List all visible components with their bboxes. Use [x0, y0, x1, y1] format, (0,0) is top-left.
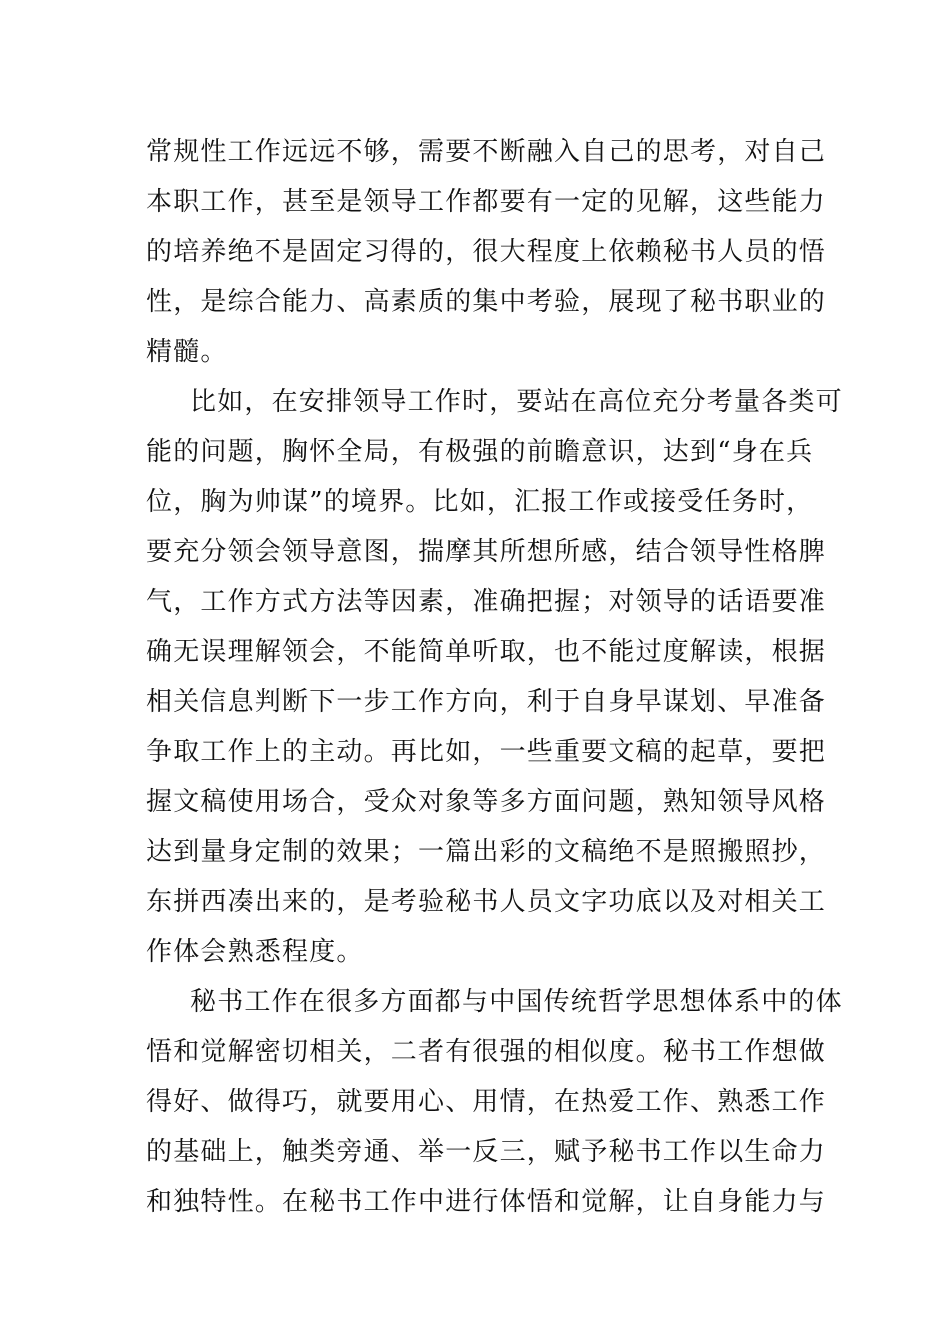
paragraph-2-line-5: 气，工作方式方法等因素，准确把握；对领导的话语要准	[146, 587, 827, 617]
paragraph-2-line-2: 能的问题，胸怀全局，有极强的前瞻意识，达到“身在兵	[146, 437, 814, 467]
paragraph-2-line-10: 达到量身定制的效果；一篇出彩的文稿绝不是照搬照抄，	[146, 837, 827, 867]
paragraph-3-line-1: 秘书工作在很多方面都与中国传统哲学思想体系中的体	[190, 987, 843, 1017]
paragraph-2-line-12: 作体会熟悉程度。	[146, 937, 364, 967]
paragraph-2-line-11: 东拼西凑出来的，是考验秘书人员文字功底以及对相关工	[146, 887, 827, 917]
paragraph-3-line-5: 和独特性。在秘书工作中进行体悟和觉解，让自身能力与	[146, 1187, 827, 1217]
paragraph-2-line-4: 要充分领会领导意图，揣摩其所想所感，结合领导性格脾	[146, 537, 827, 567]
paragraph-1-line-1: 常规性工作远远不够，需要不断融入自己的思考，对自己	[146, 137, 827, 167]
paragraph-2-line-9: 握文稿使用场合，受众对象等多方面问题，熟知领导风格	[146, 787, 827, 817]
paragraph-3-line-3: 得好、做得巧，就要用心、用情，在热爱工作、熟悉工作	[146, 1087, 827, 1117]
paragraph-1-line-5: 精髓。	[146, 337, 228, 367]
paragraph-1-line-2: 本职工作，甚至是领导工作都要有一定的见解，这些能力	[146, 187, 827, 217]
paragraph-2-line-8: 争取工作上的主动。再比如，一些重要文稿的起草，要把	[146, 737, 827, 767]
paragraph-2-line-6: 确无误理解领会，不能简单听取，也不能过度解读，根据	[146, 637, 827, 667]
paragraph-1-line-3: 的培养绝不是固定习得的，很大程度上依赖秘书人员的悟	[146, 237, 827, 267]
paragraph-3-line-2: 悟和觉解密切相关，二者有很强的相似度。秘书工作想做	[146, 1037, 827, 1067]
document-body	[146, 127, 843, 1227]
paragraph-3-line-4: 的基础上，触类旁通、举一反三，赋予秘书工作以生命力	[146, 1137, 827, 1167]
paragraph-2-line-7: 相关信息判断下一步工作方向，利于自身早谋划、早准备	[146, 687, 827, 717]
paragraph-1-line-4: 性，是综合能力、高素质的集中考验，展现了秘书职业的	[146, 287, 827, 317]
paragraph-2-line-1: 比如，在安排领导工作时，要站在高位充分考量各类可	[190, 387, 843, 417]
paragraph-2-line-3: 位，胸为帅谋”的境界。比如，汇报工作或接受任务时，	[146, 487, 814, 517]
